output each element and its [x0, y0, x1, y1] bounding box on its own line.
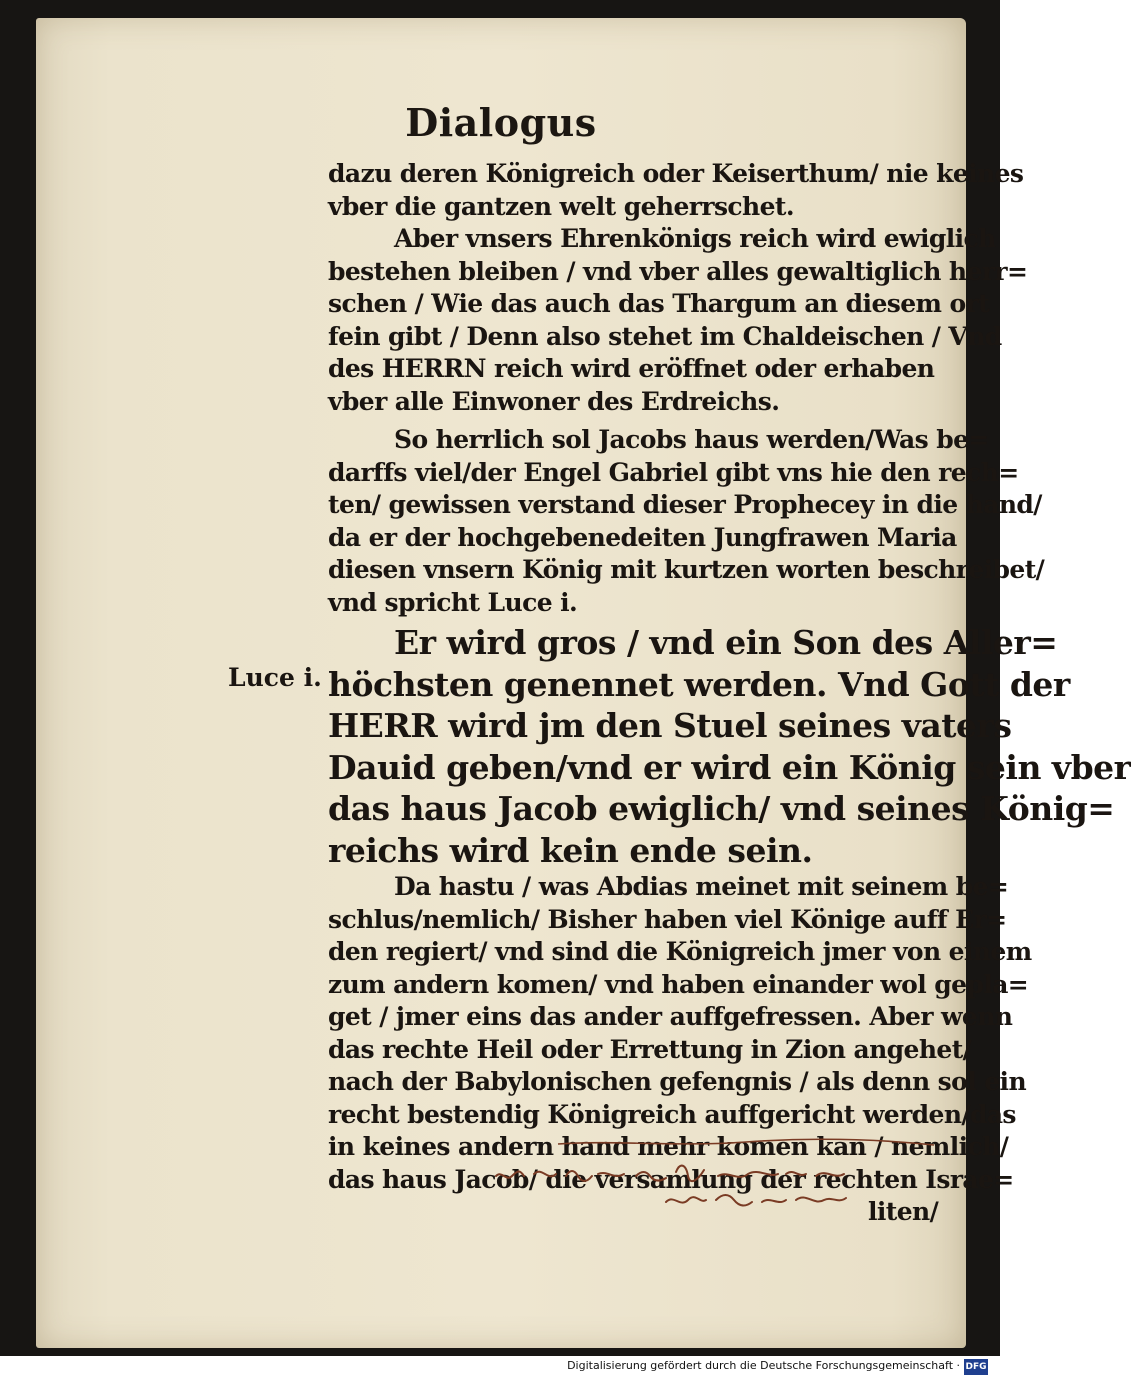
text-line: darffs viel/der Engel Gabriel gibt vns hie den rech=	[328, 457, 1019, 487]
text-line: schlus/nemlich/ Bisher haben viel Könige auff Er=	[328, 904, 1007, 934]
text-line: fein gibt / Denn also stehet im Chaldeischen / Vnd	[328, 321, 1002, 351]
text-line: schen / Wie das auch das Thargum an diesem ort	[328, 289, 990, 318]
quotation-line: Er wird gros / vnd ein Son des Aller=	[394, 623, 1058, 662]
text-line: das haus Jacob/ die versamlung der rechten Israe=	[328, 1164, 1014, 1194]
quotation-line: das haus Jacob ewiglich/ vnd seines König=	[328, 789, 1115, 828]
quotation-line: reichs wird kein ende sein.	[328, 830, 813, 870]
text-line: ten/ gewissen verstand dieser Prophecey in die hand/	[328, 490, 1042, 519]
quotation-line: HERR wird jm den Stuel seines vaters	[328, 706, 1012, 745]
text-line: vber die gantzen welt geherrschet.	[328, 191, 794, 221]
text-line: Da hastu / was Abdias meinet mit seinem be=	[394, 872, 1009, 901]
text-line: diesen vnsern König mit kurtzen worten beschreibet/	[328, 555, 1045, 584]
margin-note: Luce i.	[228, 663, 322, 692]
text-line: zum andern komen/ vnd haben einander wol gepla=	[328, 969, 1029, 999]
text-line: dazu deren Königreich oder Keiserthum/ nie keines	[328, 159, 1024, 188]
text-line: vnd spricht Luce i.	[328, 587, 578, 617]
text-line: recht bestendig Königreich auffgericht werden/das	[328, 1099, 1016, 1129]
text-line: des HERRN reich wird eröffnet oder erhaben	[328, 354, 935, 383]
text-line: bestehen bleiben / vnd vber alles gewaltiglich herr=	[328, 256, 1028, 286]
text-line: das rechte Heil oder Errettung in Zion angehet/	[328, 1034, 972, 1064]
text-line: den regiert/ vnd sind die Königreich jmer von einem	[328, 937, 1032, 966]
footer-bar	[0, 1356, 1000, 1379]
text-line: da er der hochgebenedeiten Jungfrawen Maria	[328, 522, 957, 552]
text-line: in keines andern hand mehr komen kan / nemlich/	[328, 1132, 1009, 1161]
ink-underline	[556, 1136, 936, 1150]
quotation-line: höchsten genennet werden. Vnd Gott der	[328, 664, 1070, 704]
text-line: get / jmer eins das ander auffgefressen. Aber wenn	[328, 1002, 1013, 1031]
quotation-line: Dauid geben/vnd er wird ein König sein vber	[328, 747, 1131, 787]
running-head: Dialogus	[405, 100, 597, 145]
text-line: Aber vnsers Ehrenkönigs reich wird ewiglich	[394, 224, 996, 253]
catchword: liten/	[868, 1197, 939, 1226]
text-line: nach der Babylonischen gefengnis / als denn sol ein	[328, 1067, 1027, 1096]
text-block	[328, 158, 1131, 1229]
text-line: So herrlich sol Jacobs haus werden/Was be=	[394, 425, 989, 454]
dfg-logo-icon: DFG	[964, 1359, 988, 1375]
handwritten-annotation	[486, 1156, 966, 1226]
digitization-credit: Digitalisierung gefördert durch die Deutsche Forschungsgemeinschaft ·	[567, 1359, 960, 1372]
book-page	[36, 18, 1131, 1348]
text-line: vber alle Einwoner des Erdreichs.	[328, 386, 780, 416]
